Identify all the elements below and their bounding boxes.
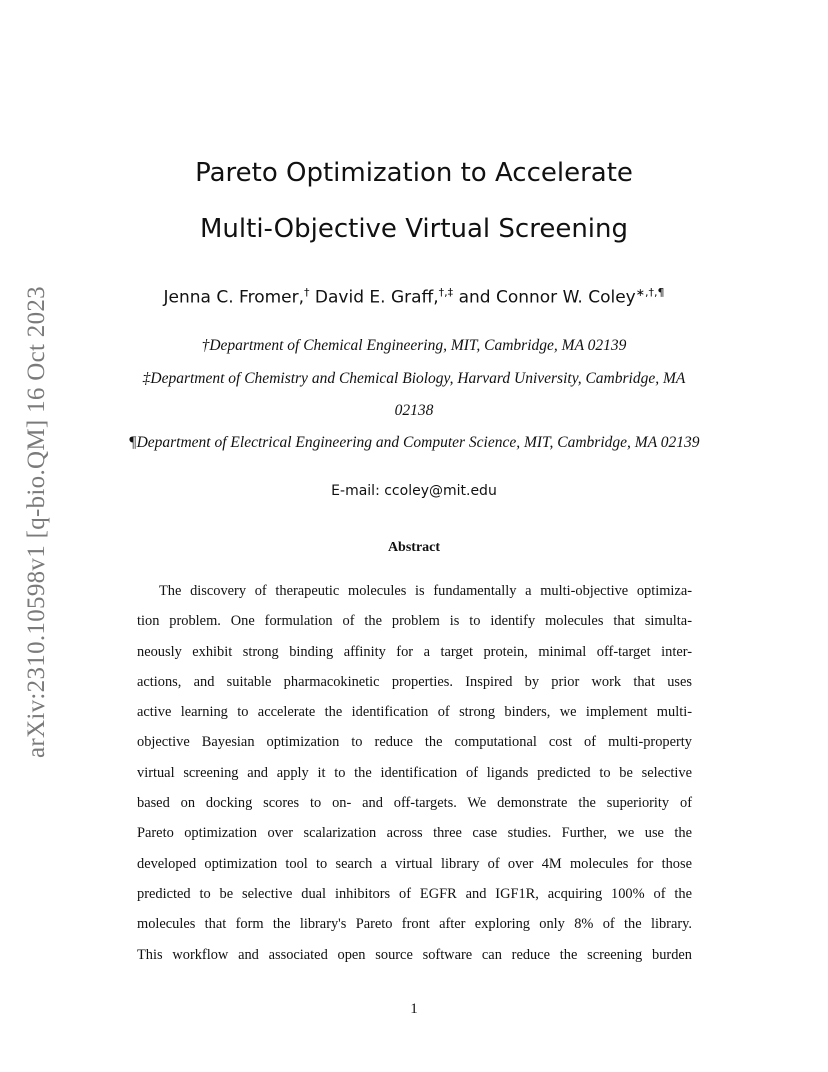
paper-title-line-1: Pareto Optimization to Accelerate [195, 158, 633, 188]
abstract-line: virtual screening and apply it to the identification of ligands predicted to be selective [137, 764, 692, 781]
email-line: E-mail: ccoley@mit.edu [331, 483, 497, 499]
abstract-body [137, 576, 692, 970]
affiliation-1: †Department of Chemical Engineering, MIT, Cambridge, MA 02139 [201, 337, 627, 354]
abstract-line: neously exhibit strong binding affinity for a target protein, minimal off-target inter- [137, 643, 692, 660]
author-2-marks: †,‡ [438, 286, 454, 299]
abstract-line: active learning to accelerate the identification of strong binders, we implement multi- [137, 704, 692, 721]
abstract-heading: Abstract [387, 540, 441, 555]
abstract-line: tion problem. One formulation of the problem is to identify molecules that simulta- [137, 613, 692, 630]
paper-title-line-2: Multi-Objective Virtual Screening [199, 214, 629, 244]
abstract-line: predicted to be selective dual inhibitors of EGFR and IGF1R, acquiring 100% of the [137, 885, 692, 902]
author-3: Connor W. Coley [495, 287, 636, 308]
abstract-line: molecules that form the library's Pareto front after exploring only 8% of the library. [137, 916, 692, 933]
abstract-line: actions, and suitable pharmacokinetic properties. Inspired by prior work that uses [137, 673, 692, 690]
abstract-line: The discovery of therapeutic molecules is fundamentally a multi-objective optimiza- [159, 583, 692, 599]
affiliation-3: ¶Department of Electrical Engineering and Computer Science, MIT, Cambridge, MA 02139 [128, 434, 700, 451]
affiliation-2-line-2: 02138 [394, 402, 434, 419]
abstract-line: objective Bayesian optimization to reduce the computational cost of multi-property [137, 734, 692, 751]
abstract-line: Pareto optimization over scalarization across three case studies. Further, we use the [137, 825, 692, 842]
arxiv-stamp: arXiv:2310.10598v1 [q-bio.QM] 16 Oct 2023 [23, 286, 50, 758]
abstract-line: based on docking scores to on- and off-targets. We demonstrate the superiority of [137, 795, 692, 812]
author-1-marks: † [304, 286, 310, 299]
author-2: David E. Graff, [314, 287, 439, 308]
abstract-line: developed optimization tool to search a virtual library of over 4M molecules for those [137, 855, 692, 872]
author-connector: and [458, 287, 491, 308]
author-list [0, 286, 828, 308]
page-number: 1 [410, 1001, 418, 1017]
author-3-marks: ∗,†,¶ [635, 286, 665, 299]
abstract-line: This workflow and associated open source software can reduce the screening burden [137, 946, 692, 963]
author-1: Jenna C. Fromer, [163, 287, 305, 308]
affiliation-2-line-1: ‡Department of Chemistry and Chemical Biology, Harvard University, Cambridge, MA [142, 370, 686, 387]
